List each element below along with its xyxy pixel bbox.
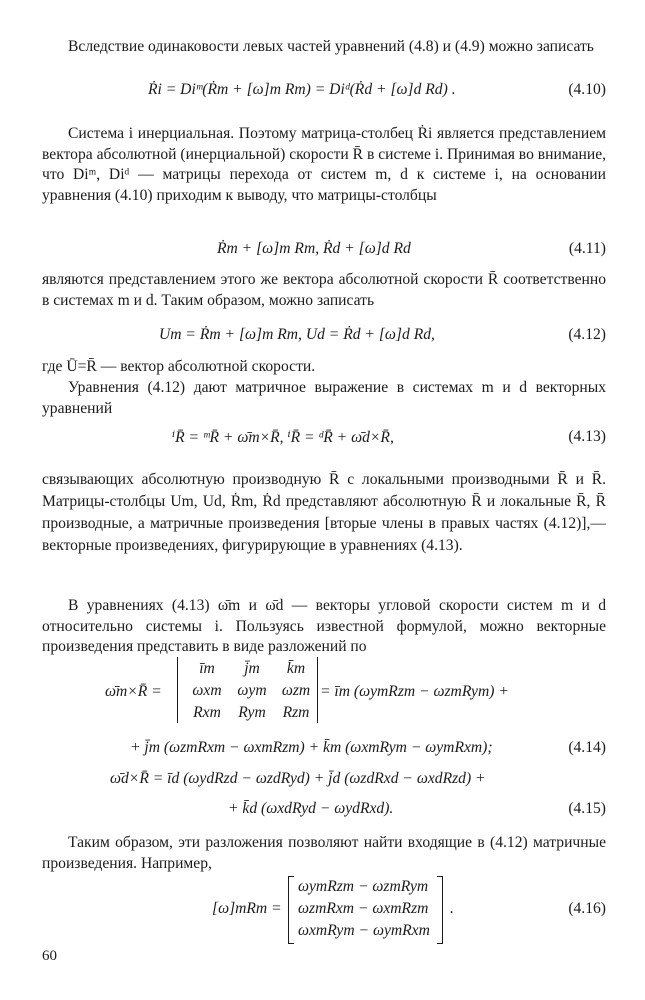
page-number: 60 [42,948,57,964]
equation-4-13 [42,428,606,452]
line-1: ω̄d×R̄ = īd (ωydRzd − ωzdRyd) + j̄d (ωzdRxd − ωxdRzd) + [110,770,486,787]
equation-number: (4.12) [568,326,606,343]
equation-4-12 [42,326,606,350]
matrix-column: ωymRzm − ωzmRym ωzmRxm − ωxmRzm ωxmRym − ωymRxm [298,878,430,939]
equation-4-10 [42,81,606,105]
period: . [450,900,454,917]
determinant: īm j̄m k̄m ωxm ωym ωzm Rxm Rym Rzm [192,660,311,721]
equation-number: (4.11) [568,240,606,257]
formula: Ṙm + [ω]m Rm, Ṙd + [ω]d Rd [217,240,411,257]
equation-number: (4.10) [568,81,606,98]
determinant-bar-left [177,657,178,723]
paragraph-4: где Ū=R̄ — вектор абсолютной скорости. [42,358,316,375]
equation-number: (4.13) [568,428,606,445]
paragraph-5: Уравнения (4.12) дают матричное выражение в системах m и d векторных уравнений [42,379,606,417]
formula: ⁱR̄ = ᵐR̄ + ω̄m×R̄, ⁱR̄ = ᵈR̄ + ω̄d×R̄, [172,429,394,446]
line-2: + k̄d (ωxdRyd − ωydRxd). [228,800,394,817]
paragraph-3: являются представлением этого же вектора абсолютной скорости R̄ соответственно в системах m и d. Таким образом, можно записать [42,271,606,309]
formula: Ṙi = Diᵐ(Ṙm + [ω]m Rm) = Diᵈ(Ṙd + [ω]d Rd) . [148,81,456,98]
paragraph-7: В уравнениях (4.13) ω̄m и ω̄d — векторы угловой скорости систем m и d относительно системы i. Пользуясь известной формулой, можно векторные произведения представить в виде разложений по [42,597,606,655]
equation-4-11 [42,240,606,264]
lhs: ω̄m×R̄ = [105,683,162,700]
matrix-bracket-left [288,876,294,944]
matrix-bracket-right [437,876,443,944]
lhs: [ω]mRm = [212,900,282,917]
rhs-line-1: = īm (ωymRzm − ωzmRym) + [320,683,509,700]
equation-number: (4.14) [568,739,606,756]
paragraph-8: Таким образом, эти разложения позволяют найти входящие в (4.12) матричные произведения. Например, [42,834,606,872]
equation-number: (4.16) [568,900,606,917]
paragraph-1: Вследствие одинаковости левых частей уравнений (4.8) и (4.9) можно записать [68,38,594,55]
determinant-bar-right [317,657,318,723]
equation-number: (4.15) [568,800,606,817]
paragraph-6: связывающих абсолютную производную R̄ с локальными производными R̄ и R̄. Матрицы-столбцы Um, Ud, Ṙm, Ṙd представляют абсолютную R̄ и локальные R̄, R̄ производные, а матричные произведения [вторые члены в правых частях (4.12)],— векторные произведениях, фигурирующие в уравнениях (4.13). [42,471,606,554]
paragraph-2: Система i инерциальная. Поэтому матрица-столбец Ṙi является представлением вектора абсолютной (инерциальной) скорости R̄ в системе i. Принимая во внимание, что Diᵐ, Diᵈ — матрицы перехода от систем m, d к системе i, на основании уравнения (4.10) приходим к выводу, что матрицы-столбцы [42,125,607,204]
formula: Um = Ṙm + [ω]m Rm, Ud = Ṙd + [ω]d Rd, [159,326,435,343]
rhs-line-2: + j̄m (ωzmRxm − ωxmRzm) + k̄m (ωxmRym − ωymRxm); [130,739,493,756]
